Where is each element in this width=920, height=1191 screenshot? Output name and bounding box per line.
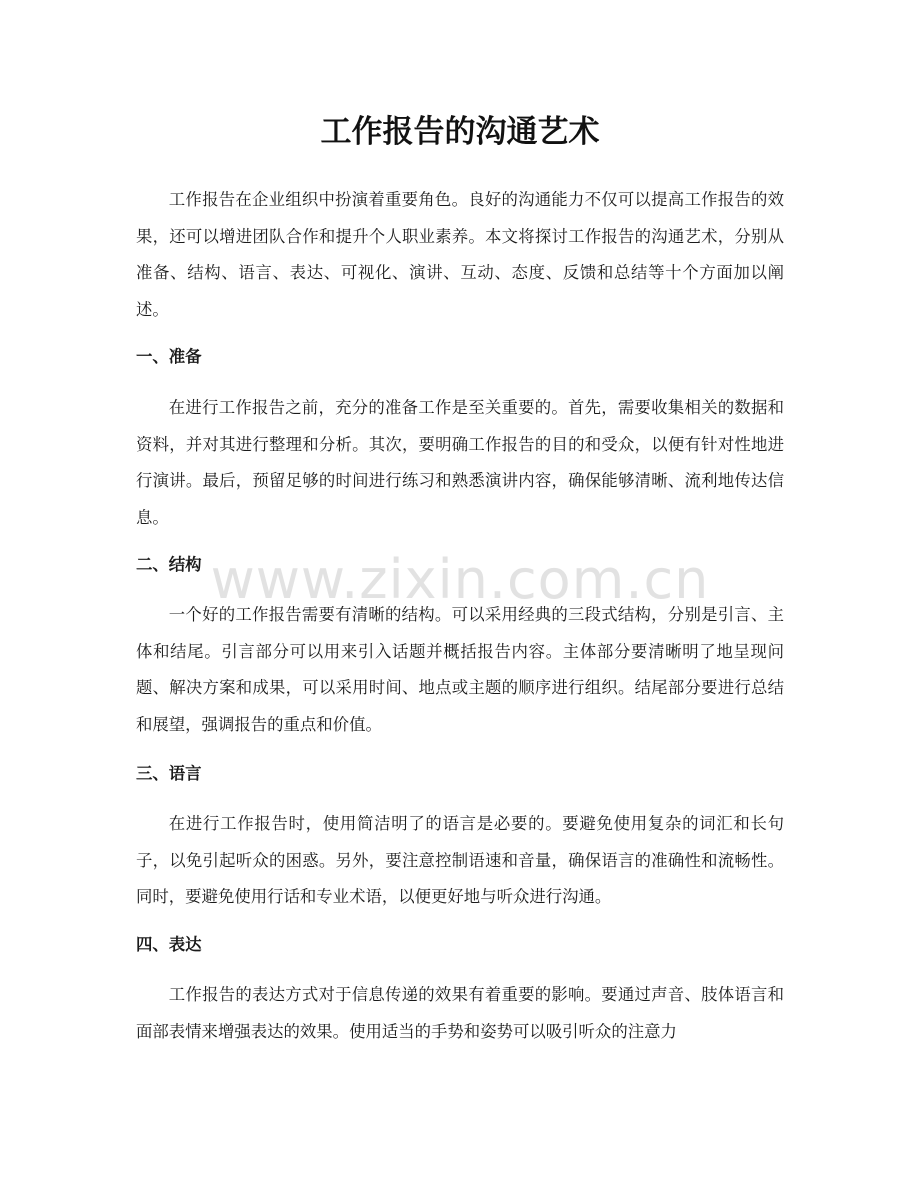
- section-heading-language: 三、语言: [136, 764, 202, 783]
- watermark: www.zixin.com.cn: [210, 548, 710, 611]
- section-heading-expression: 四、表达: [136, 935, 202, 954]
- section-heading-structure: 二、结构: [136, 555, 202, 574]
- section-body-language: 在进行工作报告时，使用简洁明了的语言是必要的。要避免使用复杂的词汇和长句子，以免引起听众的困惑。另外，要注意控制语速和音量，确保语言的准确性和流畅性。同时，要避免使用行话和专业术语，以便更好地与听众进行沟通。: [136, 814, 784, 906]
- section-body-expression: 工作报告的表达方式对于信息传递的效果有着重要的影响。要通过声音、肢体语言和面部表情来增强表达的效果。使用适当的手势和姿势可以吸引听众的注意力: [136, 985, 784, 1041]
- section-body-structure: 一个好的工作报告需要有清晰的结构。可以采用经典的三段式结构，分别是引言、主体和结尾。引言部分可以用来引入话题并概括报告内容。主体部分要清晰明了地呈现问题、解决方案和成果，可以采用时间、地点或主题的顺序进行组织。结尾部分要进行总结和展望，强调报告的重点和价值。: [136, 605, 784, 734]
- section-heading-preparation: 一、准备: [136, 347, 202, 366]
- section-body-preparation: 在进行工作报告之前，充分的准备工作是至关重要的。首先，需要收集相关的数据和资料，并对其进行整理和分析。其次，要明确工作报告的目的和受众，以便有针对性地进行演讲。最后，预留足够的时间进行练习和熟悉演讲内容，确保能够清晰、流利地传达信息。: [136, 398, 784, 527]
- document-title: 工作报告的沟通艺术: [320, 114, 600, 150]
- intro-paragraph: 工作报告在企业组织中扮演着重要角色。良好的沟通能力不仅可以提高工作报告的效果，还可以增进团队合作和提升个人职业素养。本文将探讨工作报告的沟通艺术，分别从准备、结构、语言、表达、可视化、演讲、互动、态度、反馈和总结等十个方面加以阐述。: [136, 190, 784, 319]
